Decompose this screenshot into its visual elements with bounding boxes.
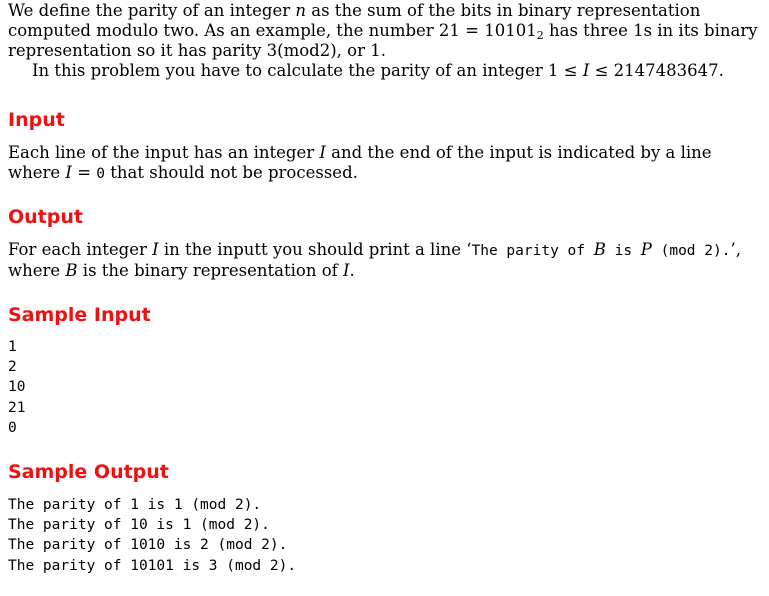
output-description	[8, 240, 759, 281]
intro-text: as the sum of the bits in binary representation computed modulo two. As an example, the number 21 = 10101	[8, 1, 701, 40]
sample-output-line: The parity of 1010 is 2 (mod 2).	[8, 537, 288, 554]
var-i: I	[65, 163, 72, 182]
output-text: For each integer	[8, 240, 153, 259]
intro-text: has three 1s in its binary representation so it has parity 3(mod2), or 1.	[8, 21, 758, 60]
sample-input-line: 0	[8, 419, 17, 436]
format-literal: is	[605, 243, 641, 259]
intro-paragraph-1	[8, 1, 759, 61]
sample-input-heading: Sample Input	[8, 304, 151, 326]
input-heading: Input	[8, 109, 65, 131]
input-text: =	[71, 163, 97, 182]
intro	[8, 1, 759, 81]
intro-text: In this problem you have to calculate the parity of an integer 1 ≤	[32, 61, 583, 80]
input-paragraph	[8, 143, 759, 184]
output-text: .	[349, 261, 355, 280]
input-description	[8, 143, 759, 184]
output-paragraph	[8, 240, 759, 281]
sample-output-line: The parity of 10 is 1 (mod 2).	[8, 517, 270, 534]
sample-input-block	[8, 337, 25, 438]
intro-text: We define the parity of an integer	[8, 1, 296, 20]
input-text: Each line of the input has an integer	[8, 143, 320, 162]
sample-input-line: 1	[8, 339, 17, 355]
var-i: I	[319, 143, 326, 162]
zero-literal: 0	[96, 166, 106, 182]
base-subscript: 2	[536, 29, 544, 42]
var-i: I	[582, 61, 590, 80]
input-text: that should not be processed.	[105, 163, 358, 182]
sample-output-heading: Sample Output	[8, 461, 169, 483]
var-i: I	[343, 261, 350, 280]
var-p: P	[640, 240, 652, 259]
intro-paragraph-2	[8, 61, 759, 81]
format-literal: The parity of	[471, 243, 594, 259]
sample-input-line: 10	[8, 379, 26, 396]
output-heading: Output	[8, 206, 83, 228]
output-text: in the inputt you should print a line ‘	[158, 240, 472, 259]
input-text: and the end of the input is indicated by a line where	[8, 143, 712, 182]
format-literal: (mod 2).	[651, 243, 731, 259]
sample-output-line: The parity of 10101 is 3 (mod 2).	[8, 557, 297, 574]
var-n: n	[295, 1, 307, 20]
output-text: is the binary representation of	[77, 261, 344, 280]
var-b: B	[593, 240, 606, 259]
var-b: B	[65, 261, 78, 280]
output-text: ’, where	[8, 240, 741, 280]
intro-text: ≤ 2147483647.	[589, 61, 724, 80]
sample-input-line: 21	[8, 399, 26, 416]
sample-output-line: The parity of 1 is 1 (mod 2).	[8, 497, 262, 513]
sample-input-line: 2	[8, 359, 17, 376]
sample-output-block	[8, 495, 296, 576]
var-i: I	[152, 240, 159, 259]
